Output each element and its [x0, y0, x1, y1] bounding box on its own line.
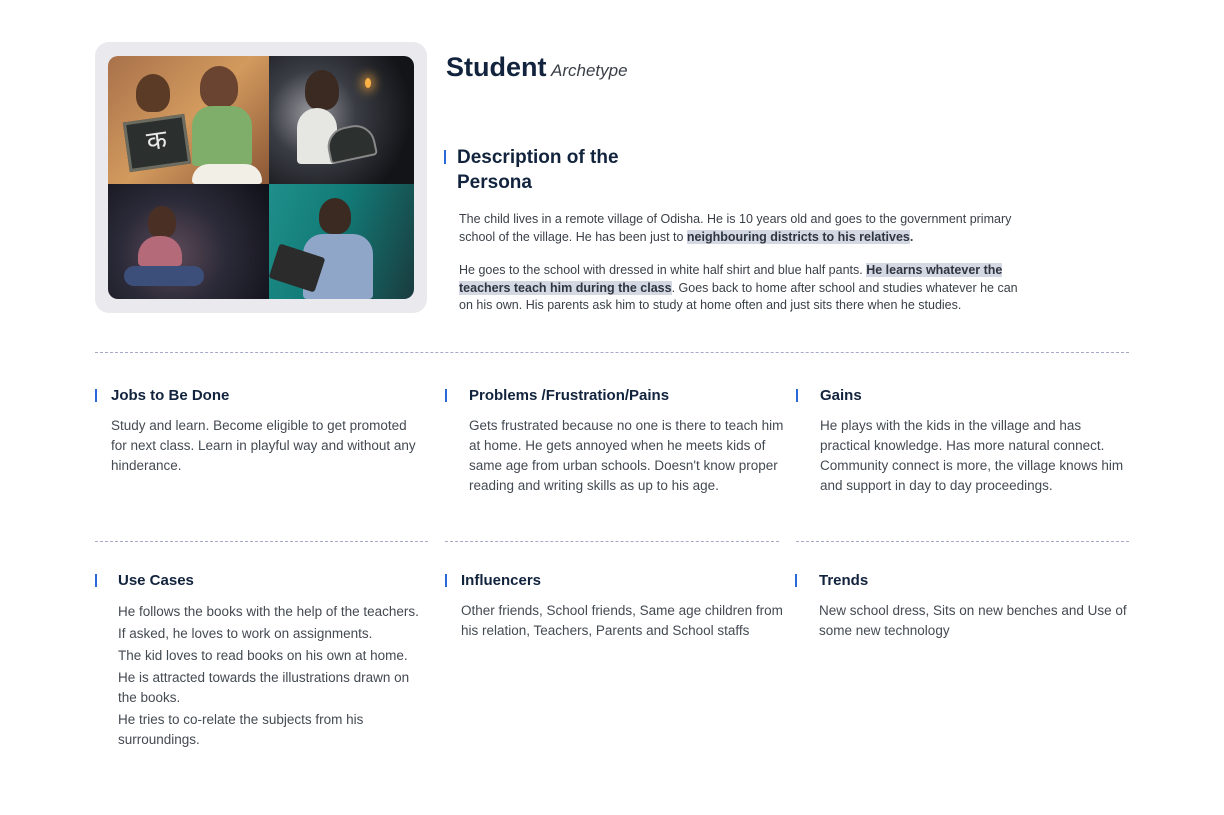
use-cases-list [118, 602, 428, 752]
problems-body: Gets frustrated because no one is there to teach him at home. He gets annoyed when he meets kids of same age from urban schools. Doesn't know proper reading and writing skills as up to his age. [469, 418, 784, 493]
green-shirt-figure [192, 106, 252, 166]
accent-bar [796, 389, 798, 402]
accent-bar [445, 389, 447, 402]
photo-boy-with-slate [108, 56, 269, 184]
boy-head-figure [305, 70, 339, 110]
boy-head-figure [200, 66, 238, 108]
gains-body: He plays with the kids in the village and has practical knowledge. Has more natural connect. Community connect is more, the village knows him and support in day to day proceedings. [820, 418, 1124, 493]
lamp-flame [365, 78, 371, 88]
persona-photo-collage [108, 56, 414, 299]
jobs-body: Study and learn. Become eligible to get promoted for next class. Learn in playful way and without any hinderance. [111, 418, 416, 473]
accent-bar [795, 574, 797, 587]
gains-heading: Gains [820, 387, 862, 404]
boy-head-figure [136, 74, 170, 112]
accent-bar [444, 150, 446, 164]
accent-bar [95, 389, 97, 402]
jobs-heading: Jobs to Be Done [111, 387, 230, 404]
striped-shirt-figure [138, 236, 182, 266]
section-divider [95, 352, 1129, 353]
photo-boy-with-laptop [269, 184, 414, 299]
list-item: The kid loves to read books on his own at home. [118, 648, 408, 663]
influencers-body: Other friends, School friends, Same age children from his relation, Teachers, Parents and School staffs [461, 603, 783, 638]
highlighted-text: neighbouring districts to his relatives [686, 229, 910, 244]
highlighted-text: He learns whatever the teachers teach him during the class [459, 263, 1003, 295]
section-divider [796, 541, 1129, 542]
description-text: The child lives in a remote village of Odisha. He is 10 years old and goes to the government primary school of the village. He has been just to [459, 212, 1012, 244]
problems-heading: Problems /Frustration/Pains [469, 387, 670, 404]
trends-heading: Trends [819, 572, 869, 589]
list-item: He tries to co-relate the subjects from his surroundings. [118, 712, 364, 747]
page-title: Student [446, 52, 547, 82]
description-text: . Goes back to home after school and studies whatever he can on his own. His parents ask him to study at home often and just sits there when he studies. [459, 280, 1018, 312]
list-item: He is attracted towards the illustrations drawn on the books. [118, 670, 410, 705]
description-paragraph-1 [459, 211, 1019, 246]
boy-head-figure [319, 198, 351, 234]
persona-photo-card [95, 42, 427, 313]
description-paragraph-2 [459, 262, 1019, 315]
description-heading: Description of the Persona [457, 147, 619, 193]
accent-bar [445, 574, 447, 587]
slate-board: क [123, 114, 191, 172]
photo-boy-reading [108, 184, 269, 299]
list-item: He follows the books with the help of the teachers. [118, 604, 419, 619]
page-subtitle: Archetype [551, 61, 628, 80]
list-item: If asked, he loves to work on assignments. [118, 626, 373, 641]
boy-head-figure [148, 206, 176, 238]
accent-bar [95, 574, 97, 587]
description-text: . [909, 229, 914, 244]
book-figure [192, 164, 262, 184]
photo-boy-with-slate-dark [269, 56, 414, 184]
section-divider [445, 541, 779, 542]
influencers-heading: Influencers [461, 572, 542, 589]
trends-body: New school dress, Sits on new benches and Use of some new technology [819, 603, 1127, 638]
description-text: He goes to the school with dressed in white half shirt and blue half pants. [459, 263, 867, 277]
jeans-figure [124, 266, 204, 286]
section-divider [95, 541, 428, 542]
use-cases-heading: Use Cases [118, 572, 194, 589]
